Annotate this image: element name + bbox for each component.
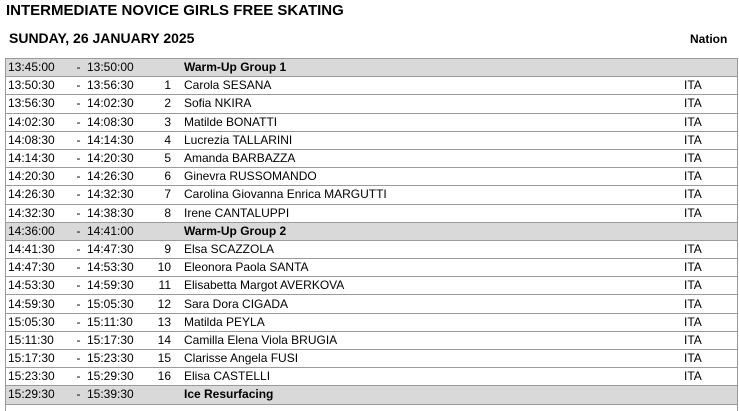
start-number — [147, 386, 179, 404]
end-time: 14:02:30 — [87, 95, 147, 113]
warm-up-row — [5, 59, 738, 77]
nation-code: ITA — [684, 131, 738, 149]
skater-name: Warm-Up Group 1 — [179, 59, 684, 77]
skater-row — [5, 313, 738, 331]
start-number: 8 — [147, 204, 179, 222]
end-time: 15:29:30 — [87, 368, 147, 386]
page-title: INTERMEDIATE NOVICE GIRLS FREE SKATING — [6, 2, 344, 19]
time-separator: - — [70, 168, 87, 186]
end-time: 14:14:30 — [87, 131, 147, 149]
time-separator: - — [70, 95, 87, 113]
start-time: 14:20:30 — [5, 168, 70, 186]
start-number: 2 — [147, 95, 179, 113]
nation-code — [684, 59, 738, 77]
start-time: 15:05:30 — [5, 313, 70, 331]
time-separator: - — [70, 186, 87, 204]
end-time: 15:05:30 — [87, 295, 147, 313]
skater-name: Matilde BONATTI — [179, 113, 684, 131]
time-separator: - — [70, 259, 87, 277]
end-time: 14:47:30 — [87, 240, 147, 258]
skater-name: Elisabetta Margot AVERKOVA — [179, 277, 684, 295]
skater-row — [5, 113, 738, 131]
nation-column-header: Nation — [690, 32, 728, 46]
nation-code: ITA — [684, 277, 738, 295]
start-number: 15 — [147, 350, 179, 368]
skater-name: Sara Dora CIGADA — [179, 295, 684, 313]
nation-code: ITA — [684, 331, 738, 349]
table-left-border — [5, 58, 6, 411]
start-time: 14:36:00 — [5, 222, 70, 240]
skater-name: Sofia NKIRA — [179, 95, 684, 113]
time-separator: - — [70, 149, 87, 167]
skater-name: Ginevra RUSSOMANDO — [179, 168, 684, 186]
nation-code: ITA — [684, 313, 738, 331]
end-time: 14:26:30 — [87, 168, 147, 186]
start-time: 14:08:30 — [5, 131, 70, 149]
skater-name: Carola SESANA — [179, 77, 684, 95]
skater-name: Eleonora Paola SANTA — [179, 259, 684, 277]
time-separator: - — [70, 240, 87, 258]
start-time: 14:59:30 — [5, 295, 70, 313]
table-right-border — [737, 58, 738, 411]
time-separator: - — [70, 59, 87, 77]
start-number: 1 — [147, 77, 179, 95]
skater-row — [5, 77, 738, 95]
skater-name: Lucrezia TALLARINI — [179, 131, 684, 149]
skater-row — [5, 131, 738, 149]
start-number: 5 — [147, 149, 179, 167]
skater-name: Matilda PEYLA — [179, 313, 684, 331]
start-number: 7 — [147, 186, 179, 204]
skater-row — [5, 186, 738, 204]
skater-row — [5, 277, 738, 295]
start-time: 14:47:30 — [5, 259, 70, 277]
skater-row — [5, 149, 738, 167]
end-time: 14:41:00 — [87, 222, 147, 240]
start-number: 9 — [147, 240, 179, 258]
ice-resurfacing-row — [5, 386, 738, 404]
skater-name: Ice Resurfacing — [179, 386, 684, 404]
time-separator: - — [70, 113, 87, 131]
time-separator: - — [70, 331, 87, 349]
nation-code: ITA — [684, 295, 738, 313]
start-time: 14:26:30 — [5, 186, 70, 204]
start-number: 3 — [147, 113, 179, 131]
skater-name: Warm-Up Group 2 — [179, 222, 684, 240]
end-time: 15:17:30 — [87, 331, 147, 349]
nation-code: ITA — [684, 259, 738, 277]
start-number: 11 — [147, 277, 179, 295]
end-time: 14:08:30 — [87, 113, 147, 131]
end-time: 15:39:30 — [87, 386, 147, 404]
start-time: 14:02:30 — [5, 113, 70, 131]
end-time: 14:59:30 — [87, 277, 147, 295]
end-time: 15:23:30 — [87, 350, 147, 368]
schedule-table — [5, 58, 738, 405]
nation-code: ITA — [684, 113, 738, 131]
nation-code: ITA — [684, 204, 738, 222]
skater-row — [5, 368, 738, 386]
skater-row — [5, 259, 738, 277]
nation-code: ITA — [684, 77, 738, 95]
schedule-body — [5, 59, 738, 405]
nation-code: ITA — [684, 350, 738, 368]
start-time: 13:50:30 — [5, 77, 70, 95]
end-time: 14:38:30 — [87, 204, 147, 222]
start-number: 13 — [147, 313, 179, 331]
nation-code — [684, 222, 738, 240]
nation-code: ITA — [684, 240, 738, 258]
start-number: 12 — [147, 295, 179, 313]
start-time: 15:17:30 — [5, 350, 70, 368]
nation-code: ITA — [684, 368, 738, 386]
skater-row — [5, 168, 738, 186]
start-time: 15:23:30 — [5, 368, 70, 386]
skater-name: Elisa CASTELLI — [179, 368, 684, 386]
start-time: 14:32:30 — [5, 204, 70, 222]
time-separator: - — [70, 77, 87, 95]
time-separator: - — [70, 222, 87, 240]
end-time: 14:20:30 — [87, 149, 147, 167]
start-number: 4 — [147, 131, 179, 149]
event-date: SUNDAY, 26 JANUARY 2025 — [9, 30, 195, 46]
start-time: 15:29:30 — [5, 386, 70, 404]
start-time: 14:53:30 — [5, 277, 70, 295]
time-separator: - — [70, 386, 87, 404]
time-separator: - — [70, 204, 87, 222]
nation-code: ITA — [684, 186, 738, 204]
time-separator: - — [70, 131, 87, 149]
skater-name: Carolina Giovanna Enrica MARGUTTI — [179, 186, 684, 204]
skater-name: Irene CANTALUPPI — [179, 204, 684, 222]
start-time: 15:11:30 — [5, 331, 70, 349]
skater-name: Clarisse Angela FUSI — [179, 350, 684, 368]
end-time: 13:50:00 — [87, 59, 147, 77]
skater-name: Camilla Elena Viola BRUGIA — [179, 331, 684, 349]
start-number — [147, 222, 179, 240]
start-number: 6 — [147, 168, 179, 186]
nation-code: ITA — [684, 149, 738, 167]
end-time: 15:11:30 — [87, 313, 147, 331]
skater-row — [5, 95, 738, 113]
skater-row — [5, 295, 738, 313]
time-separator: - — [70, 368, 87, 386]
start-number: 10 — [147, 259, 179, 277]
time-separator: - — [70, 277, 87, 295]
warm-up-row — [5, 222, 738, 240]
nation-code: ITA — [684, 95, 738, 113]
end-time: 14:32:30 — [87, 186, 147, 204]
nation-code — [684, 386, 738, 404]
time-separator: - — [70, 350, 87, 368]
nation-code: ITA — [684, 168, 738, 186]
skater-row — [5, 204, 738, 222]
start-number: 14 — [147, 331, 179, 349]
time-separator: - — [70, 313, 87, 331]
start-time: 14:41:30 — [5, 240, 70, 258]
skater-row — [5, 350, 738, 368]
start-number: 16 — [147, 368, 179, 386]
skater-name: Amanda BARBAZZA — [179, 149, 684, 167]
time-separator: - — [70, 295, 87, 313]
skater-row — [5, 331, 738, 349]
end-time: 13:56:30 — [87, 77, 147, 95]
start-time: 13:45:00 — [5, 59, 70, 77]
start-time: 14:14:30 — [5, 149, 70, 167]
end-time: 14:53:30 — [87, 259, 147, 277]
start-time: 13:56:30 — [5, 95, 70, 113]
skater-name: Elsa SCAZZOLA — [179, 240, 684, 258]
skater-row — [5, 240, 738, 258]
start-number — [147, 59, 179, 77]
